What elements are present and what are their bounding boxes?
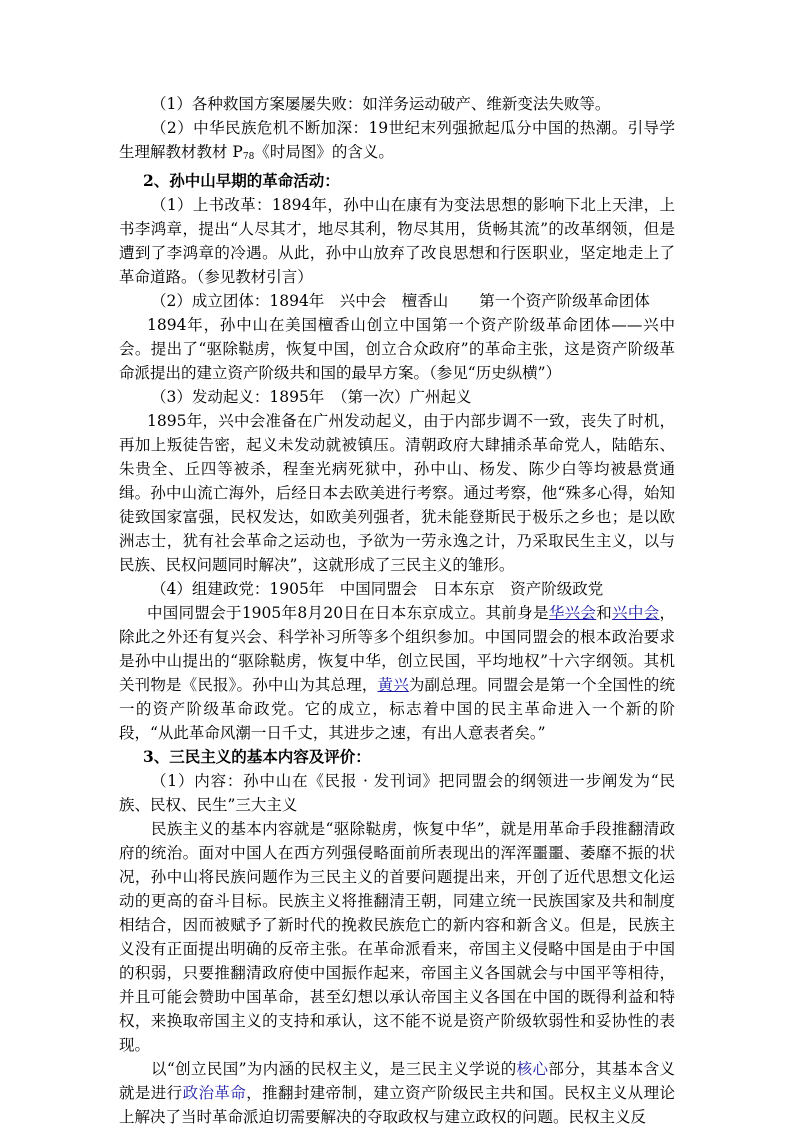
paragraph-party: （4）组建政党：1905年 中国同盟会 日本东京 资产阶级政党	[151, 580, 604, 598]
link-core[interactable]: 核心	[516, 1060, 549, 1078]
text: 和	[596, 604, 613, 622]
paragraph-guangzhou: 1895年，兴中会准备在广州发动起义，由于内部步调不一致，丧失了时机，再加上叛徒告密，起义未发动就被镇压。清朝政府大肆捕杀革命党人，陆皓东、朱贵全、丘四等被杀，程奎光病死狱中，孙中山、杨发、陈少白等均被悬赏通缉。孙中山流亡海外，后经日本去欧美进行考察。通过考察，他“殊多心得，始知徒致国家富强，民权发达，如欧美列强者，犹未能登斯民于极乐之乡也；是以欧洲志士，犹有社会革命之运动也，予欲为一劳永逸之计，乃采取民生主义，以与民族、民权问题同时解决”，这就形成了三民主义的雏形。	[119, 412, 675, 574]
document-page	[119, 92, 675, 1129]
text: ，推翻封建帝制，建立资产阶级民主共和国。民权主义从理论上解决了当时革命派迫切需要解决的夺取政权与建立政权的问题。民权主义反	[119, 1084, 675, 1126]
text: 以“创立民国”为内涵的民权主义，是三民主义学说的	[151, 1060, 517, 1078]
paragraph-organization: （2）成立团体：1894年 兴中会 檀香山 第一个资产阶级革命团体	[151, 292, 650, 310]
text: 中国同盟会于1905年8月20日在日本东京成立。其前身是	[147, 604, 549, 622]
paragraph-uprising: （3）发动起义：1895年 （第一次）广州起义	[151, 388, 472, 406]
paragraph-tongmenghui	[119, 601, 675, 745]
paragraph-content: （1）内容：孙中山在《民报 · 发刊词》把同盟会的纲领进一步阐发为“民族、民权、民生”三大主义	[119, 772, 675, 814]
text: 为副总理。同盟会是第一个全国性的统一的资产阶级革命政党。它的成立，标志着中国的民主革命进入一个新的阶段，“从此革命风潮一日千丈，其进步之速，有出人意表者矣。”	[119, 676, 675, 742]
heading-three-principles: 3、三民主义的基本内容及评价：	[143, 747, 371, 766]
link-xingzhonghui[interactable]: 兴中会	[612, 604, 660, 622]
link-huaxinghui[interactable]: 华兴会	[548, 604, 597, 622]
text: （2）中华民族危机不断加深：19世纪末列强掀起瓜分中国的热潮。引导学生理解教材教材 P	[119, 119, 675, 161]
text: （1）各种救国方案屡屡失败：如洋务运动破产、维新变法失败等。	[151, 95, 611, 113]
link-political-revolution[interactable]: 政治革命	[182, 1084, 247, 1102]
text: 《时局图》的含义。	[254, 143, 394, 161]
paragraph-democracy	[119, 1057, 675, 1129]
paragraph-xingzhonghui: 1894年，孙中山在美国檀香山创立中国第一个资产阶级革命团体——兴中会。提出了“驱除鞑虏，恢复中国，创立合众政府”的革命主张，这是资产阶级革命派提出的建立资产阶级共和国的最早方案。（参见“历史纵横”）	[119, 316, 675, 382]
page-subscript: 78	[242, 152, 255, 162]
paragraph-crisis	[119, 116, 675, 169]
paragraph-failures	[119, 92, 675, 116]
text: ，除此之外还有复兴会、科学补习所等多个组织参加。中国同盟会的根本政治要求是孙中山提出的“驱除鞑虏，恢复中华，创立民国，平均地权”十六字纲领。其机关刊物是《民报》。孙中山为其总理，	[119, 604, 675, 694]
link-huangxing[interactable]: 黄兴	[377, 676, 409, 694]
paragraph-nationalism: 民族主义的基本内容就是“驱除鞑虏，恢复中华”，就是用革命手段推翻清政府的统治。面对中国人在西方列强侵略面前所表现出的浑浑噩噩、萎靡不振的状况，孙中山将民族问题作为三民主义的首要问题提出来，开创了近代思想文化运动的更高的奋斗目标。民族主义将推翻清王朝，同建立统一民族国家及共和制度相结合，因而被赋予了新时代的挽救民族危亡的新内容和新含义。但是，民族主义没有正面提出明确的反帝主张。在革命派看来，帝国主义侵略中国是由于中国的积弱，只要推翻清政府使中国振作起来，帝国主义各国就会与中国平等相待，并且可能会赞助中国革命，甚至幻想以承认帝国主义各国在中国的既得利益和特权，来换取帝国主义的支持和承认，这不能不说是资产阶级软弱性和妥协性的表现。	[119, 820, 675, 1054]
paragraph-petition: （1）上书改革：1894年，孙中山在康有为变法思想的影响下北上天津，上书李鸿章，提出“人尽其才，地尽其利，物尽其用，货畅其流”的改革纲领，但是遭到了李鸿章的冷遇。从此，孙中山放弃了改良思想和行医职业，坚定地走上了革命道路。（参见教材引言）	[119, 196, 675, 286]
heading-sun-early: 2、孙中山早期的革命活动：	[143, 171, 340, 190]
text: 部分，其基本含义就是进行	[119, 1060, 675, 1102]
